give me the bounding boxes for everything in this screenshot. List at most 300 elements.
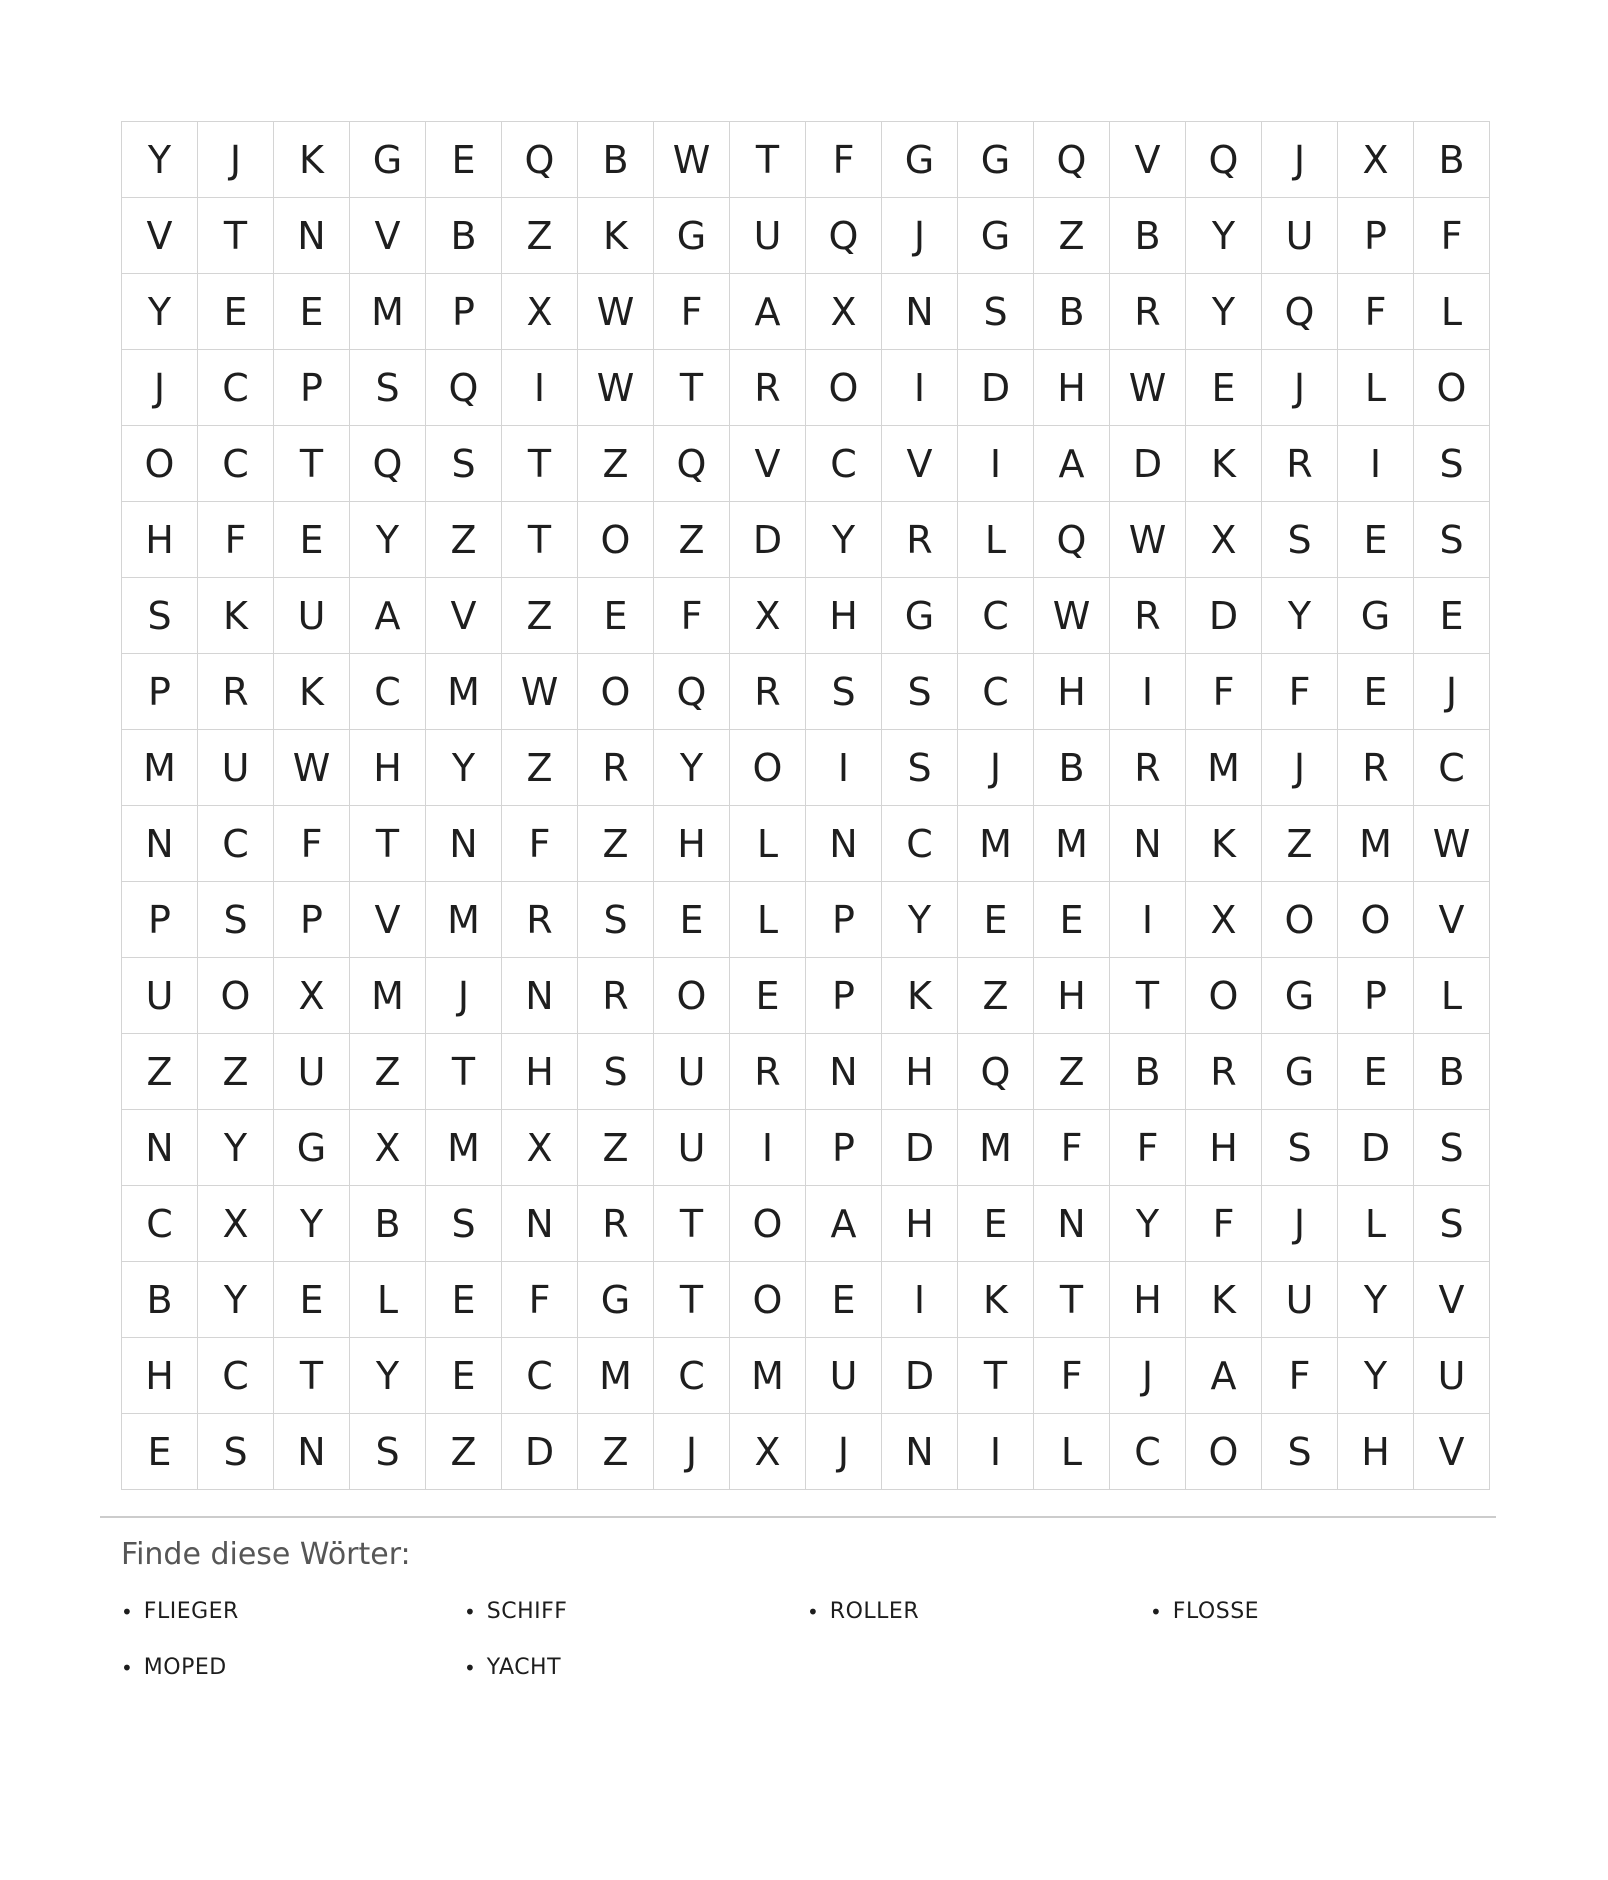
grid-cell-r7c6[interactable]: Z xyxy=(502,578,578,654)
grid-cell-r17c13[interactable]: F xyxy=(1034,1338,1110,1414)
grid-cell-r14c7[interactable]: Z xyxy=(578,1110,654,1186)
grid-cell-r16c8[interactable]: T xyxy=(654,1262,730,1338)
grid-cell-r11c12[interactable]: E xyxy=(958,882,1034,958)
grid-cell-r1c7[interactable]: B xyxy=(578,122,654,198)
grid-cell-r8c6[interactable]: W xyxy=(502,654,578,730)
grid-cell-r10c3[interactable]: F xyxy=(274,806,350,882)
grid-cell-r17c4[interactable]: Y xyxy=(350,1338,426,1414)
grid-cell-r13c16[interactable]: G xyxy=(1262,1034,1338,1110)
grid-cell-r10c17[interactable]: M xyxy=(1338,806,1414,882)
grid-cell-r13c5[interactable]: T xyxy=(426,1034,502,1110)
grid-cell-r13c7[interactable]: S xyxy=(578,1034,654,1110)
grid-cell-r3c16[interactable]: Q xyxy=(1262,274,1338,350)
grid-cell-r15c4[interactable]: B xyxy=(350,1186,426,1262)
grid-cell-r3c1[interactable]: Y xyxy=(122,274,198,350)
grid-cell-r16c9[interactable]: O xyxy=(730,1262,806,1338)
grid-cell-r5c13[interactable]: A xyxy=(1034,426,1110,502)
grid-cell-r16c14[interactable]: H xyxy=(1110,1262,1186,1338)
grid-cell-r16c1[interactable]: B xyxy=(122,1262,198,1338)
grid-cell-r11c6[interactable]: R xyxy=(502,882,578,958)
grid-cell-r6c7[interactable]: O xyxy=(578,502,654,578)
grid-cell-r15c11[interactable]: H xyxy=(882,1186,958,1262)
grid-cell-r5c5[interactable]: S xyxy=(426,426,502,502)
grid-cell-r14c1[interactable]: N xyxy=(122,1110,198,1186)
grid-cell-r2c8[interactable]: G xyxy=(654,198,730,274)
grid-cell-r16c12[interactable]: K xyxy=(958,1262,1034,1338)
grid-cell-r18c6[interactable]: D xyxy=(502,1414,578,1490)
grid-cell-r18c9[interactable]: X xyxy=(730,1414,806,1490)
grid-cell-r5c14[interactable]: D xyxy=(1110,426,1186,502)
grid-cell-r17c12[interactable]: T xyxy=(958,1338,1034,1414)
grid-cell-r16c2[interactable]: Y xyxy=(198,1262,274,1338)
grid-cell-r13c13[interactable]: Z xyxy=(1034,1034,1110,1110)
grid-cell-r10c4[interactable]: T xyxy=(350,806,426,882)
grid-cell-r14c15[interactable]: H xyxy=(1186,1110,1262,1186)
grid-cell-r9c12[interactable]: J xyxy=(958,730,1034,806)
grid-cell-r14c9[interactable]: I xyxy=(730,1110,806,1186)
grid-cell-r5c7[interactable]: Z xyxy=(578,426,654,502)
grid-cell-r8c7[interactable]: O xyxy=(578,654,654,730)
grid-cell-r1c17[interactable]: X xyxy=(1338,122,1414,198)
grid-cell-r12c6[interactable]: N xyxy=(502,958,578,1034)
grid-cell-r11c14[interactable]: I xyxy=(1110,882,1186,958)
grid-cell-r17c9[interactable]: M xyxy=(730,1338,806,1414)
grid-cell-r9c8[interactable]: Y xyxy=(654,730,730,806)
grid-cell-r12c12[interactable]: Z xyxy=(958,958,1034,1034)
grid-cell-r17c1[interactable]: H xyxy=(122,1338,198,1414)
grid-cell-r16c11[interactable]: I xyxy=(882,1262,958,1338)
grid-cell-r9c16[interactable]: J xyxy=(1262,730,1338,806)
grid-cell-r11c18[interactable]: V xyxy=(1414,882,1490,958)
grid-cell-r17c2[interactable]: C xyxy=(198,1338,274,1414)
grid-cell-r9c3[interactable]: W xyxy=(274,730,350,806)
grid-cell-r3c8[interactable]: F xyxy=(654,274,730,350)
grid-cell-r7c3[interactable]: U xyxy=(274,578,350,654)
grid-cell-r18c1[interactable]: E xyxy=(122,1414,198,1490)
grid-cell-r1c12[interactable]: G xyxy=(958,122,1034,198)
grid-cell-r15c15[interactable]: F xyxy=(1186,1186,1262,1262)
grid-cell-r15c10[interactable]: A xyxy=(806,1186,882,1262)
grid-cell-r10c7[interactable]: Z xyxy=(578,806,654,882)
grid-cell-r17c15[interactable]: A xyxy=(1186,1338,1262,1414)
grid-cell-r8c5[interactable]: M xyxy=(426,654,502,730)
grid-cell-r13c6[interactable]: H xyxy=(502,1034,578,1110)
grid-cell-r12c11[interactable]: K xyxy=(882,958,958,1034)
grid-cell-r8c12[interactable]: C xyxy=(958,654,1034,730)
grid-cell-r2c12[interactable]: G xyxy=(958,198,1034,274)
grid-cell-r5c10[interactable]: C xyxy=(806,426,882,502)
grid-cell-r11c8[interactable]: E xyxy=(654,882,730,958)
grid-cell-r9c1[interactable]: M xyxy=(122,730,198,806)
grid-cell-r4c1[interactable]: J xyxy=(122,350,198,426)
grid-cell-r16c7[interactable]: G xyxy=(578,1262,654,1338)
grid-cell-r14c16[interactable]: S xyxy=(1262,1110,1338,1186)
grid-cell-r6c8[interactable]: Z xyxy=(654,502,730,578)
grid-cell-r6c10[interactable]: Y xyxy=(806,502,882,578)
grid-cell-r14c8[interactable]: U xyxy=(654,1110,730,1186)
grid-cell-r6c5[interactable]: Z xyxy=(426,502,502,578)
grid-cell-r15c5[interactable]: S xyxy=(426,1186,502,1262)
grid-cell-r9c7[interactable]: R xyxy=(578,730,654,806)
grid-cell-r15c9[interactable]: O xyxy=(730,1186,806,1262)
grid-cell-r11c1[interactable]: P xyxy=(122,882,198,958)
grid-cell-r7c15[interactable]: D xyxy=(1186,578,1262,654)
grid-cell-r10c12[interactable]: M xyxy=(958,806,1034,882)
grid-cell-r15c2[interactable]: X xyxy=(198,1186,274,1262)
grid-cell-r8c17[interactable]: E xyxy=(1338,654,1414,730)
grid-cell-r5c2[interactable]: C xyxy=(198,426,274,502)
grid-cell-r9c5[interactable]: Y xyxy=(426,730,502,806)
grid-cell-r1c13[interactable]: Q xyxy=(1034,122,1110,198)
grid-cell-r11c5[interactable]: M xyxy=(426,882,502,958)
grid-cell-r8c3[interactable]: K xyxy=(274,654,350,730)
grid-cell-r3c15[interactable]: Y xyxy=(1186,274,1262,350)
grid-cell-r10c8[interactable]: H xyxy=(654,806,730,882)
grid-cell-r6c13[interactable]: Q xyxy=(1034,502,1110,578)
grid-cell-r7c5[interactable]: V xyxy=(426,578,502,654)
grid-cell-r10c18[interactable]: W xyxy=(1414,806,1490,882)
grid-cell-r18c5[interactable]: Z xyxy=(426,1414,502,1490)
grid-cell-r14c5[interactable]: M xyxy=(426,1110,502,1186)
grid-cell-r14c10[interactable]: P xyxy=(806,1110,882,1186)
grid-cell-r17c8[interactable]: C xyxy=(654,1338,730,1414)
grid-cell-r2c9[interactable]: U xyxy=(730,198,806,274)
grid-cell-r10c11[interactable]: C xyxy=(882,806,958,882)
grid-cell-r1c1[interactable]: Y xyxy=(122,122,198,198)
grid-cell-r9c17[interactable]: R xyxy=(1338,730,1414,806)
grid-cell-r7c1[interactable]: S xyxy=(122,578,198,654)
grid-cell-r12c4[interactable]: M xyxy=(350,958,426,1034)
grid-cell-r12c7[interactable]: R xyxy=(578,958,654,1034)
grid-cell-r7c7[interactable]: E xyxy=(578,578,654,654)
grid-cell-r4c17[interactable]: L xyxy=(1338,350,1414,426)
grid-cell-r3c9[interactable]: A xyxy=(730,274,806,350)
grid-cell-r7c4[interactable]: A xyxy=(350,578,426,654)
grid-cell-r2c1[interactable]: V xyxy=(122,198,198,274)
grid-cell-r4c9[interactable]: R xyxy=(730,350,806,426)
grid-cell-r4c8[interactable]: T xyxy=(654,350,730,426)
grid-cell-r14c12[interactable]: M xyxy=(958,1110,1034,1186)
grid-cell-r4c2[interactable]: C xyxy=(198,350,274,426)
grid-cell-r1c8[interactable]: W xyxy=(654,122,730,198)
grid-cell-r18c15[interactable]: O xyxy=(1186,1414,1262,1490)
grid-cell-r14c6[interactable]: X xyxy=(502,1110,578,1186)
grid-cell-r10c13[interactable]: M xyxy=(1034,806,1110,882)
grid-cell-r10c16[interactable]: Z xyxy=(1262,806,1338,882)
grid-cell-r11c13[interactable]: E xyxy=(1034,882,1110,958)
grid-cell-r12c3[interactable]: X xyxy=(274,958,350,1034)
grid-cell-r13c18[interactable]: B xyxy=(1414,1034,1490,1110)
grid-cell-r7c8[interactable]: F xyxy=(654,578,730,654)
grid-cell-r18c12[interactable]: I xyxy=(958,1414,1034,1490)
grid-cell-r1c9[interactable]: T xyxy=(730,122,806,198)
grid-cell-r17c10[interactable]: U xyxy=(806,1338,882,1414)
grid-cell-r5c9[interactable]: V xyxy=(730,426,806,502)
grid-cell-r4c13[interactable]: H xyxy=(1034,350,1110,426)
grid-cell-r18c4[interactable]: S xyxy=(350,1414,426,1490)
grid-cell-r5c3[interactable]: T xyxy=(274,426,350,502)
grid-cell-r12c2[interactable]: O xyxy=(198,958,274,1034)
grid-cell-r18c3[interactable]: N xyxy=(274,1414,350,1490)
grid-cell-r16c13[interactable]: T xyxy=(1034,1262,1110,1338)
grid-cell-r16c3[interactable]: E xyxy=(274,1262,350,1338)
grid-cell-r11c3[interactable]: P xyxy=(274,882,350,958)
grid-cell-r3c7[interactable]: W xyxy=(578,274,654,350)
grid-cell-r3c11[interactable]: N xyxy=(882,274,958,350)
grid-cell-r16c6[interactable]: F xyxy=(502,1262,578,1338)
grid-cell-r9c4[interactable]: H xyxy=(350,730,426,806)
grid-cell-r3c14[interactable]: R xyxy=(1110,274,1186,350)
grid-cell-r14c13[interactable]: F xyxy=(1034,1110,1110,1186)
grid-cell-r2c4[interactable]: V xyxy=(350,198,426,274)
grid-cell-r8c16[interactable]: F xyxy=(1262,654,1338,730)
grid-cell-r6c12[interactable]: L xyxy=(958,502,1034,578)
grid-cell-r12c17[interactable]: P xyxy=(1338,958,1414,1034)
grid-cell-r2c16[interactable]: U xyxy=(1262,198,1338,274)
grid-cell-r6c15[interactable]: X xyxy=(1186,502,1262,578)
grid-cell-r5c4[interactable]: Q xyxy=(350,426,426,502)
grid-cell-r7c12[interactable]: C xyxy=(958,578,1034,654)
grid-cell-r1c18[interactable]: B xyxy=(1414,122,1490,198)
grid-cell-r9c9[interactable]: O xyxy=(730,730,806,806)
grid-cell-r1c15[interactable]: Q xyxy=(1186,122,1262,198)
grid-cell-r6c14[interactable]: W xyxy=(1110,502,1186,578)
grid-cell-r8c9[interactable]: R xyxy=(730,654,806,730)
grid-cell-r14c18[interactable]: S xyxy=(1414,1110,1490,1186)
grid-cell-r15c13[interactable]: N xyxy=(1034,1186,1110,1262)
grid-cell-r7c9[interactable]: X xyxy=(730,578,806,654)
grid-cell-r8c14[interactable]: I xyxy=(1110,654,1186,730)
grid-cell-r1c2[interactable]: J xyxy=(198,122,274,198)
grid-cell-r11c16[interactable]: O xyxy=(1262,882,1338,958)
grid-cell-r10c14[interactable]: N xyxy=(1110,806,1186,882)
grid-cell-r16c18[interactable]: V xyxy=(1414,1262,1490,1338)
grid-cell-r18c11[interactable]: N xyxy=(882,1414,958,1490)
grid-cell-r17c7[interactable]: M xyxy=(578,1338,654,1414)
grid-cell-r8c15[interactable]: F xyxy=(1186,654,1262,730)
grid-cell-r16c17[interactable]: Y xyxy=(1338,1262,1414,1338)
grid-cell-r6c4[interactable]: Y xyxy=(350,502,426,578)
grid-cell-r4c14[interactable]: W xyxy=(1110,350,1186,426)
grid-cell-r13c15[interactable]: R xyxy=(1186,1034,1262,1110)
grid-cell-r14c3[interactable]: G xyxy=(274,1110,350,1186)
grid-cell-r17c17[interactable]: Y xyxy=(1338,1338,1414,1414)
grid-cell-r11c7[interactable]: S xyxy=(578,882,654,958)
grid-cell-r18c14[interactable]: C xyxy=(1110,1414,1186,1490)
grid-cell-r14c11[interactable]: D xyxy=(882,1110,958,1186)
grid-cell-r15c6[interactable]: N xyxy=(502,1186,578,1262)
grid-cell-r15c16[interactable]: J xyxy=(1262,1186,1338,1262)
grid-cell-r11c2[interactable]: S xyxy=(198,882,274,958)
grid-cell-r2c18[interactable]: F xyxy=(1414,198,1490,274)
grid-cell-r13c4[interactable]: Z xyxy=(350,1034,426,1110)
grid-cell-r4c4[interactable]: S xyxy=(350,350,426,426)
grid-cell-r16c5[interactable]: E xyxy=(426,1262,502,1338)
grid-cell-r6c2[interactable]: F xyxy=(198,502,274,578)
grid-cell-r13c8[interactable]: U xyxy=(654,1034,730,1110)
grid-cell-r4c6[interactable]: I xyxy=(502,350,578,426)
grid-cell-r16c4[interactable]: L xyxy=(350,1262,426,1338)
grid-cell-r12c16[interactable]: G xyxy=(1262,958,1338,1034)
grid-cell-r6c3[interactable]: E xyxy=(274,502,350,578)
grid-cell-r18c2[interactable]: S xyxy=(198,1414,274,1490)
grid-cell-r12c10[interactable]: P xyxy=(806,958,882,1034)
grid-cell-r15c14[interactable]: Y xyxy=(1110,1186,1186,1262)
grid-cell-r9c18[interactable]: C xyxy=(1414,730,1490,806)
grid-cell-r7c17[interactable]: G xyxy=(1338,578,1414,654)
grid-cell-r4c10[interactable]: O xyxy=(806,350,882,426)
grid-cell-r4c16[interactable]: J xyxy=(1262,350,1338,426)
grid-cell-r1c5[interactable]: E xyxy=(426,122,502,198)
grid-cell-r10c1[interactable]: N xyxy=(122,806,198,882)
grid-cell-r8c18[interactable]: J xyxy=(1414,654,1490,730)
grid-cell-r14c4[interactable]: X xyxy=(350,1110,426,1186)
grid-cell-r12c1[interactable]: U xyxy=(122,958,198,1034)
grid-cell-r13c14[interactable]: B xyxy=(1110,1034,1186,1110)
grid-cell-r7c16[interactable]: Y xyxy=(1262,578,1338,654)
grid-cell-r18c7[interactable]: Z xyxy=(578,1414,654,1490)
grid-cell-r2c15[interactable]: Y xyxy=(1186,198,1262,274)
grid-cell-r15c12[interactable]: E xyxy=(958,1186,1034,1262)
grid-cell-r11c17[interactable]: O xyxy=(1338,882,1414,958)
grid-cell-r3c18[interactable]: L xyxy=(1414,274,1490,350)
grid-cell-r5c8[interactable]: Q xyxy=(654,426,730,502)
grid-cell-r5c15[interactable]: K xyxy=(1186,426,1262,502)
grid-cell-r16c16[interactable]: U xyxy=(1262,1262,1338,1338)
grid-cell-r6c9[interactable]: D xyxy=(730,502,806,578)
grid-cell-r11c9[interactable]: L xyxy=(730,882,806,958)
grid-cell-r9c6[interactable]: Z xyxy=(502,730,578,806)
grid-cell-r18c17[interactable]: H xyxy=(1338,1414,1414,1490)
grid-cell-r4c7[interactable]: W xyxy=(578,350,654,426)
grid-cell-r9c2[interactable]: U xyxy=(198,730,274,806)
grid-cell-r17c3[interactable]: T xyxy=(274,1338,350,1414)
grid-cell-r12c9[interactable]: E xyxy=(730,958,806,1034)
grid-cell-r14c2[interactable]: Y xyxy=(198,1110,274,1186)
grid-cell-r15c3[interactable]: Y xyxy=(274,1186,350,1262)
grid-cell-r18c16[interactable]: S xyxy=(1262,1414,1338,1490)
grid-cell-r15c8[interactable]: T xyxy=(654,1186,730,1262)
grid-cell-r10c15[interactable]: K xyxy=(1186,806,1262,882)
grid-cell-r15c1[interactable]: C xyxy=(122,1186,198,1262)
grid-cell-r18c18[interactable]: V xyxy=(1414,1414,1490,1490)
grid-cell-r9c13[interactable]: B xyxy=(1034,730,1110,806)
grid-cell-r1c6[interactable]: Q xyxy=(502,122,578,198)
grid-cell-r12c5[interactable]: J xyxy=(426,958,502,1034)
grid-cell-r13c1[interactable]: Z xyxy=(122,1034,198,1110)
grid-cell-r5c12[interactable]: I xyxy=(958,426,1034,502)
grid-cell-r18c13[interactable]: L xyxy=(1034,1414,1110,1490)
grid-cell-r7c14[interactable]: R xyxy=(1110,578,1186,654)
grid-cell-r11c10[interactable]: P xyxy=(806,882,882,958)
grid-cell-r9c14[interactable]: R xyxy=(1110,730,1186,806)
grid-cell-r4c3[interactable]: P xyxy=(274,350,350,426)
grid-cell-r4c18[interactable]: O xyxy=(1414,350,1490,426)
grid-cell-r17c5[interactable]: E xyxy=(426,1338,502,1414)
grid-cell-r6c1[interactable]: H xyxy=(122,502,198,578)
grid-cell-r3c2[interactable]: E xyxy=(198,274,274,350)
grid-cell-r3c10[interactable]: X xyxy=(806,274,882,350)
grid-cell-r12c18[interactable]: L xyxy=(1414,958,1490,1034)
grid-cell-r2c14[interactable]: B xyxy=(1110,198,1186,274)
grid-cell-r14c14[interactable]: F xyxy=(1110,1110,1186,1186)
grid-cell-r10c9[interactable]: L xyxy=(730,806,806,882)
grid-cell-r15c7[interactable]: R xyxy=(578,1186,654,1262)
grid-cell-r13c2[interactable]: Z xyxy=(198,1034,274,1110)
grid-cell-r2c13[interactable]: Z xyxy=(1034,198,1110,274)
grid-cell-r7c11[interactable]: G xyxy=(882,578,958,654)
grid-cell-r15c18[interactable]: S xyxy=(1414,1186,1490,1262)
grid-cell-r10c10[interactable]: N xyxy=(806,806,882,882)
grid-cell-r13c12[interactable]: Q xyxy=(958,1034,1034,1110)
grid-cell-r3c17[interactable]: F xyxy=(1338,274,1414,350)
grid-cell-r2c5[interactable]: B xyxy=(426,198,502,274)
grid-cell-r4c11[interactable]: I xyxy=(882,350,958,426)
grid-cell-r14c17[interactable]: D xyxy=(1338,1110,1414,1186)
grid-cell-r13c9[interactable]: R xyxy=(730,1034,806,1110)
grid-cell-r3c5[interactable]: P xyxy=(426,274,502,350)
grid-cell-r6c17[interactable]: E xyxy=(1338,502,1414,578)
grid-cell-r1c3[interactable]: K xyxy=(274,122,350,198)
grid-cell-r2c17[interactable]: P xyxy=(1338,198,1414,274)
grid-cell-r11c11[interactable]: Y xyxy=(882,882,958,958)
grid-cell-r10c5[interactable]: N xyxy=(426,806,502,882)
grid-cell-r5c17[interactable]: I xyxy=(1338,426,1414,502)
grid-cell-r8c2[interactable]: R xyxy=(198,654,274,730)
grid-cell-r3c12[interactable]: S xyxy=(958,274,1034,350)
grid-cell-r2c6[interactable]: Z xyxy=(502,198,578,274)
grid-cell-r12c8[interactable]: O xyxy=(654,958,730,1034)
grid-cell-r15c17[interactable]: L xyxy=(1338,1186,1414,1262)
grid-cell-r1c4[interactable]: G xyxy=(350,122,426,198)
grid-cell-r1c10[interactable]: F xyxy=(806,122,882,198)
grid-cell-r1c16[interactable]: J xyxy=(1262,122,1338,198)
grid-cell-r5c6[interactable]: T xyxy=(502,426,578,502)
grid-cell-r10c2[interactable]: C xyxy=(198,806,274,882)
grid-cell-r13c11[interactable]: H xyxy=(882,1034,958,1110)
grid-cell-r18c10[interactable]: J xyxy=(806,1414,882,1490)
grid-cell-r2c10[interactable]: Q xyxy=(806,198,882,274)
grid-cell-r6c11[interactable]: R xyxy=(882,502,958,578)
grid-cell-r7c13[interactable]: W xyxy=(1034,578,1110,654)
grid-cell-r17c16[interactable]: F xyxy=(1262,1338,1338,1414)
grid-cell-r8c10[interactable]: S xyxy=(806,654,882,730)
grid-cell-r17c11[interactable]: D xyxy=(882,1338,958,1414)
grid-cell-r7c18[interactable]: E xyxy=(1414,578,1490,654)
grid-cell-r17c6[interactable]: C xyxy=(502,1338,578,1414)
grid-cell-r2c3[interactable]: N xyxy=(274,198,350,274)
grid-cell-r9c10[interactable]: I xyxy=(806,730,882,806)
grid-cell-r8c4[interactable]: C xyxy=(350,654,426,730)
grid-cell-r2c11[interactable]: J xyxy=(882,198,958,274)
grid-cell-r1c14[interactable]: V xyxy=(1110,122,1186,198)
grid-cell-r1c11[interactable]: G xyxy=(882,122,958,198)
grid-cell-r10c6[interactable]: F xyxy=(502,806,578,882)
grid-cell-r12c15[interactable]: O xyxy=(1186,958,1262,1034)
grid-cell-r3c13[interactable]: B xyxy=(1034,274,1110,350)
grid-cell-r5c16[interactable]: R xyxy=(1262,426,1338,502)
grid-cell-r13c17[interactable]: E xyxy=(1338,1034,1414,1110)
grid-cell-r5c11[interactable]: V xyxy=(882,426,958,502)
grid-cell-r5c18[interactable]: S xyxy=(1414,426,1490,502)
grid-cell-r4c5[interactable]: Q xyxy=(426,350,502,426)
grid-cell-r2c7[interactable]: K xyxy=(578,198,654,274)
grid-cell-r3c6[interactable]: X xyxy=(502,274,578,350)
grid-cell-r6c18[interactable]: S xyxy=(1414,502,1490,578)
grid-cell-r8c8[interactable]: Q xyxy=(654,654,730,730)
grid-cell-r7c2[interactable]: K xyxy=(198,578,274,654)
grid-cell-r13c3[interactable]: U xyxy=(274,1034,350,1110)
